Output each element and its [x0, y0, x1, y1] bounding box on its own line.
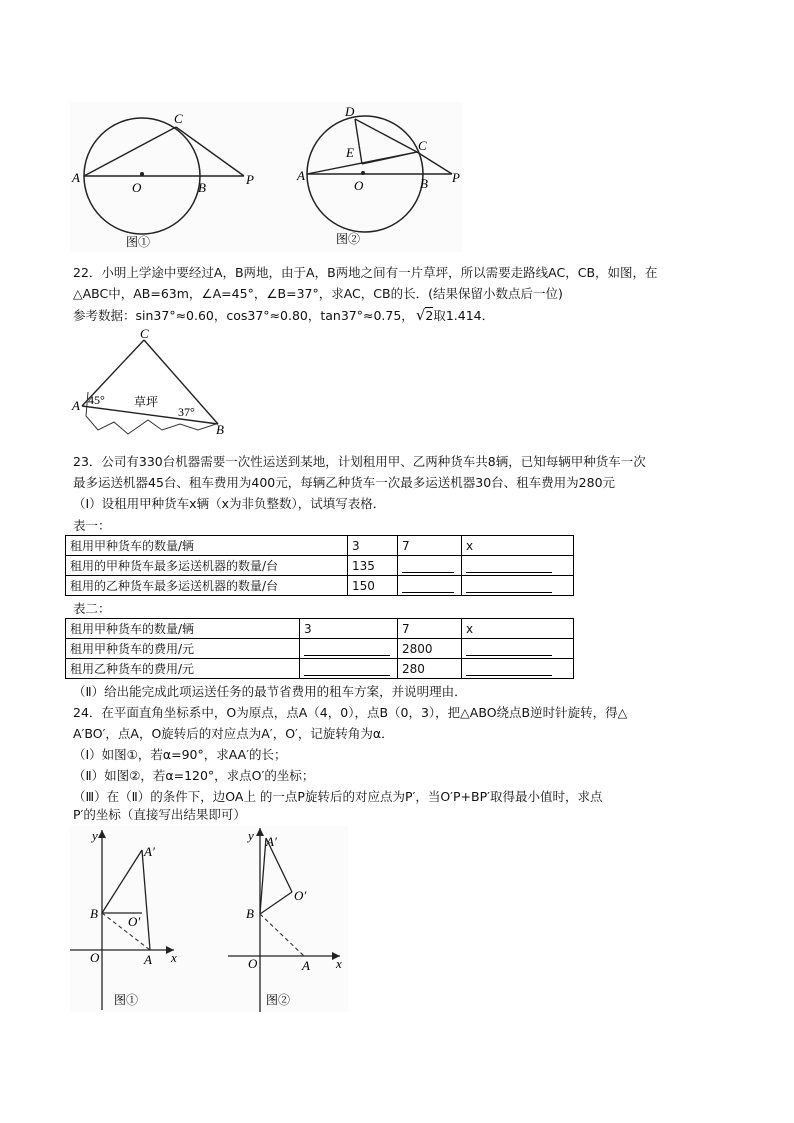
q22-reference-suffix: 取1.414． [433, 308, 495, 323]
table-2 [65, 618, 574, 679]
point-label-o2: O [354, 178, 364, 193]
point-label-p: P [246, 172, 254, 187]
table-cell: 150 [348, 576, 398, 596]
blank-cell [462, 556, 574, 576]
point-label-c: C [174, 111, 183, 126]
table-cell: 3 [348, 536, 398, 556]
table-cell: 租用乙种货车的费用/元 [66, 659, 300, 679]
q22-line-1: 22．小明上学途中要经过A，B两地，由于A，B两地之间有一片草坪，所以需要走路线AC，CB，如图，在 [73, 265, 658, 280]
lawn-label: 草坪 [134, 395, 159, 409]
table-row [66, 536, 574, 556]
table-cell: 3 [300, 619, 398, 639]
q24-line-4: （Ⅱ）如图②，若α=120°，求点O′的坐标； [73, 768, 315, 783]
q24-line-3: （Ⅰ）如图①，若α=90°，求AA′的长； [73, 747, 287, 762]
lawn-triangle-figure [70, 326, 230, 441]
q23-line-2: 最多运送机器45台、租车费用为400元，每辆乙种货车一次最多运送机器30台、租车费用为280元 [73, 475, 616, 490]
q24-line-6: P′的坐标（直接写出结果即可） [73, 807, 246, 822]
table-cell: 7 [398, 536, 462, 556]
axis-label-y2: y [248, 828, 254, 843]
table-cell: 租用的甲种货车最多运送机器的数量/台 [66, 556, 348, 576]
sqrt-symbol: √2 [415, 306, 434, 324]
q23-part-1: （Ⅰ）设租用甲种货车x辆（x为非负整数），试填写表格． [73, 496, 386, 511]
point-label-d2: D [345, 104, 355, 119]
point-label-e2: E [346, 145, 354, 160]
point-label-b: B [198, 180, 206, 195]
point-label-b: B [90, 906, 98, 921]
table-cell: x [462, 619, 574, 639]
blank-cell [300, 639, 398, 659]
blank-cell [462, 659, 574, 679]
blank-cell [462, 639, 574, 659]
table-cell: 7 [398, 619, 462, 639]
blank-cell [398, 556, 462, 576]
circle-figures [70, 102, 470, 254]
table-cell: x [462, 536, 574, 556]
q23-part-2: （Ⅱ）给出能完成此项运送任务的最节省费用的租车方案，并说明理由． [73, 684, 467, 699]
point-label-o: O [132, 180, 142, 195]
table-cell: 2800 [398, 639, 462, 659]
angle-a-label: 45° [88, 393, 105, 407]
point-label-b2: B [420, 176, 428, 191]
point-label-o2: O [248, 956, 258, 971]
point-label-b3: B [216, 422, 224, 437]
table-cell: 租用的乙种货车最多运送机器的数量/台 [66, 576, 348, 596]
point-label-a-prime: A′ [144, 844, 155, 859]
point-label-o-prime2: O′ [294, 888, 307, 903]
point-label-a2: A [302, 958, 310, 973]
q24-line-2: A′BO′，点A，O旋转后的对应点为A′，O′，记旋转角为α． [73, 726, 394, 741]
q24-line-5: （Ⅲ）在（Ⅱ）的条件下，边OA上 的一点P旋转后的对应点为P′，当O′P+BP′取得最小值时，求点 [73, 789, 603, 804]
table-row [66, 639, 574, 659]
table-1 [65, 535, 574, 596]
table-row [66, 659, 574, 679]
table-row [66, 619, 574, 639]
point-label-o: O [90, 950, 100, 965]
table2-title: 表二： [73, 601, 111, 616]
q24-line-1: 24．在平面直角坐标系中，O为原点，点A（4，0），点B（0，3），把△ABO绕点B逆时针旋转，得△ [73, 705, 628, 720]
point-label-p2: P [452, 170, 460, 185]
table-row [66, 576, 574, 596]
figure-caption-2: 图② [266, 993, 291, 1007]
table-row [66, 556, 574, 576]
point-label-a: A [72, 170, 80, 185]
point-label-a-prime2: A′ [266, 834, 277, 849]
table-cell: 租用甲种货车的数量/辆 [66, 619, 300, 639]
q22-reference-data: 参考数据：sin37°≈0.60，cos37°≈0.80，tan37°≈0.75， [73, 308, 414, 323]
point-label-a2: A [297, 168, 305, 183]
table-cell: 租用甲种货车的费用/元 [66, 639, 300, 659]
point-label-a: A [144, 952, 152, 967]
table-cell: 租用甲种货车的数量/辆 [66, 536, 348, 556]
q23-line-1: 23．公司有330台机器需要一次性运送到某地，计划租用甲、乙两种货车共8辆，已知每辆甲种货车一次 [73, 454, 646, 469]
table-cell: 280 [398, 659, 462, 679]
q22-line-3 [73, 305, 494, 326]
point-label-c2: C [418, 138, 427, 153]
angle-b-label: 37° [178, 405, 195, 419]
rotation-figures [70, 826, 350, 1016]
table1-title: 表一： [73, 518, 111, 533]
q22-line-2: △ABC中，AB=63m，∠A=45°，∠B=37°，求AC，CB的长．(结果保留小数点后一位) [73, 286, 563, 301]
figure-caption-2: 图② [336, 232, 361, 246]
figure-caption-1: 图① [114, 993, 139, 1007]
axis-label-x2: x [336, 956, 342, 971]
table-cell: 135 [348, 556, 398, 576]
blank-cell [300, 659, 398, 679]
axis-label-x: x [171, 950, 177, 965]
point-label-b2: B [246, 906, 254, 921]
point-label-c3: C [140, 326, 149, 341]
point-label-a3: A [72, 398, 80, 413]
figure-caption-1: 图① [126, 235, 151, 249]
axis-label-y: y [92, 828, 98, 843]
sqrt-radicand: 2 [425, 308, 434, 323]
point-label-o-prime: O′ [128, 914, 141, 929]
blank-cell [398, 576, 462, 596]
blank-cell [462, 576, 574, 596]
